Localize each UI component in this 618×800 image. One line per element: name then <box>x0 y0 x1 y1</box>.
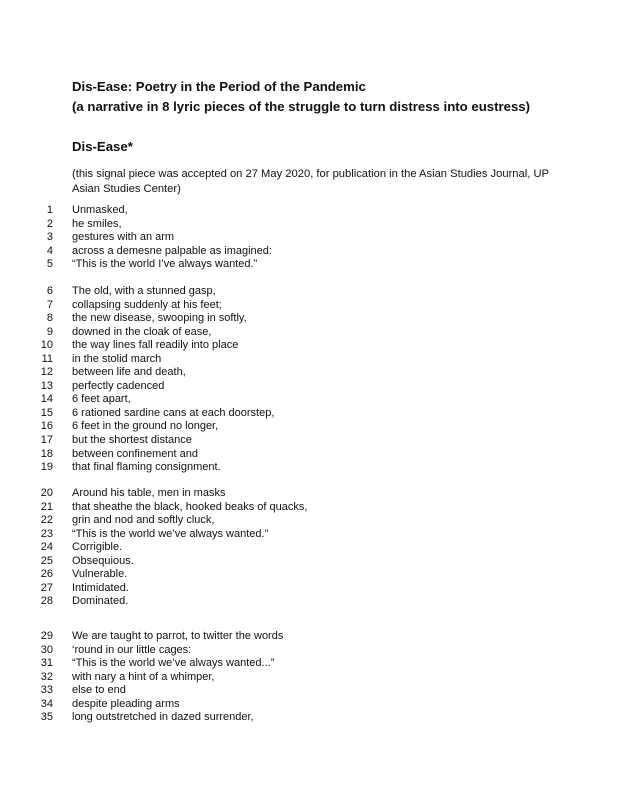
line-number: 12 <box>40 366 53 379</box>
poem-line <box>0 711 618 725</box>
line-text: between life and death, <box>72 366 186 379</box>
line-text: 6 rationed sardine cans at each doorstep, <box>72 406 275 419</box>
line-number: 5 <box>46 258 53 271</box>
line-number: 10 <box>40 339 53 352</box>
line-number: 28 <box>40 595 53 608</box>
line-number: 23 <box>40 527 53 540</box>
line-text: that sheathe the black, hooked beaks of quacks, <box>72 500 308 513</box>
stanza-1 <box>0 204 618 272</box>
line-text: ‘round in our little cages: <box>72 643 192 656</box>
stanza-2 <box>0 285 618 475</box>
poem-line <box>0 528 618 542</box>
poem-line <box>0 380 618 394</box>
line-text: downed in the cloak of ease, <box>72 325 212 338</box>
line-number: 24 <box>40 541 53 554</box>
poem-line <box>0 326 618 340</box>
poem-line <box>0 366 618 380</box>
line-number: 8 <box>46 312 53 325</box>
line-text: 6 feet in the ground no longer, <box>72 420 219 433</box>
line-text: but the shortest distance <box>72 434 192 447</box>
line-number: 35 <box>40 711 53 724</box>
poem-line <box>0 420 618 434</box>
line-number: 6 <box>46 285 53 297</box>
line-text: between confinement and <box>72 447 198 460</box>
line-text: Vulnerable. <box>72 568 128 581</box>
poem-line <box>0 204 618 218</box>
poem-line <box>0 339 618 353</box>
line-number: 1 <box>46 204 53 216</box>
poem-line <box>0 434 618 448</box>
poem-line <box>0 353 618 367</box>
poem-line <box>0 595 618 609</box>
line-number: 14 <box>40 393 53 406</box>
line-text: gestures with an arm <box>72 231 175 244</box>
line-text: The old, with a stunned gasp, <box>72 285 216 297</box>
poem-line <box>0 671 618 685</box>
poem-line <box>0 487 618 501</box>
line-text: Corrigible. <box>72 541 123 554</box>
poem-line <box>0 245 618 259</box>
line-number: 7 <box>46 298 53 311</box>
line-text: perfectly cadenced <box>72 379 165 392</box>
line-number: 21 <box>40 500 53 513</box>
line-text: collapsing suddenly at his feet; <box>72 298 222 311</box>
poem-line <box>0 568 618 582</box>
poem-line <box>0 218 618 232</box>
poem-line <box>0 657 618 671</box>
line-text: that final flaming consignment. <box>72 461 221 474</box>
line-number: 26 <box>40 568 53 581</box>
stanza-4 <box>0 630 618 725</box>
poem-line <box>0 312 618 326</box>
poem-line <box>0 644 618 658</box>
line-number: 25 <box>40 554 53 567</box>
line-text: 6 feet apart, <box>72 393 131 406</box>
poem-line <box>0 448 618 462</box>
line-text: “This is the world we’ve always wanted.” <box>72 527 269 540</box>
line-number: 2 <box>46 217 53 230</box>
line-number: 9 <box>46 325 53 338</box>
line-text: Dominated. <box>72 595 129 608</box>
line-text: We are taught to parrot, to twitter the words <box>72 630 284 642</box>
poem-line <box>0 407 618 421</box>
poem-line <box>0 684 618 698</box>
poem-line <box>0 231 618 245</box>
line-number: 27 <box>40 581 53 594</box>
line-number: 18 <box>40 447 53 460</box>
line-number: 29 <box>40 630 53 642</box>
line-text: Intimidated. <box>72 581 129 594</box>
line-text: else to end <box>72 684 126 697</box>
line-text: grin and nod and softly cluck, <box>72 514 215 527</box>
poem-title: Dis-Ease* <box>72 139 133 154</box>
line-number: 33 <box>40 684 53 697</box>
line-number: 32 <box>40 670 53 683</box>
line-text: long outstretched in dazed surrender, <box>72 711 254 724</box>
line-text: Around his table, men in masks <box>72 487 226 499</box>
publication-note: (this signal piece was accepted on 27 May 2020, for publication in the Asian Studies Journal, UP Asian Studies Center) <box>72 168 549 195</box>
poem-line <box>0 501 618 515</box>
poem-line <box>0 461 618 475</box>
line-text: “This is the world we’ve always wanted...” <box>72 657 275 670</box>
line-number: 30 <box>40 643 53 656</box>
line-text: despite pleading arms <box>72 697 180 710</box>
line-number: 34 <box>40 697 53 710</box>
line-number: 31 <box>40 657 53 670</box>
line-text: across a demesne palpable as imagined: <box>72 244 272 257</box>
line-number: 4 <box>46 244 53 257</box>
document-title: Dis-Ease: Poetry in the Period of the Pandemic <box>72 79 366 94</box>
poem-line <box>0 555 618 569</box>
line-number: 19 <box>40 461 53 474</box>
line-text: he smiles, <box>72 217 122 230</box>
line-number: 16 <box>40 420 53 433</box>
poem-line <box>0 582 618 596</box>
poem-line <box>0 541 618 555</box>
line-number: 15 <box>40 406 53 419</box>
stanza-3 <box>0 487 618 609</box>
poem-line <box>0 258 618 272</box>
line-text: “This is the world I’ve always wanted.” <box>72 258 258 271</box>
line-text: in the stolid march <box>72 352 162 365</box>
poem-line <box>0 285 618 299</box>
line-number: 22 <box>40 514 53 527</box>
line-text: the way lines fall readily into place <box>72 339 239 352</box>
line-text: Obsequious. <box>72 554 134 567</box>
line-number: 20 <box>40 487 53 499</box>
line-number: 3 <box>46 231 53 244</box>
line-number: 13 <box>40 379 53 392</box>
document-subtitle: (a narrative in 8 lyric pieces of the struggle to turn distress into eustress) <box>72 99 531 114</box>
poem-line <box>0 698 618 712</box>
line-text: Unmasked, <box>72 204 128 216</box>
poem-line <box>0 630 618 644</box>
line-number: 11 <box>41 352 53 365</box>
line-text: with nary a hint of a whimper, <box>72 670 215 683</box>
line-text: the new disease, swooping in softly, <box>72 312 247 325</box>
poem-line <box>0 514 618 528</box>
line-number: 17 <box>40 434 53 447</box>
poem-line <box>0 393 618 407</box>
poem-line <box>0 299 618 313</box>
